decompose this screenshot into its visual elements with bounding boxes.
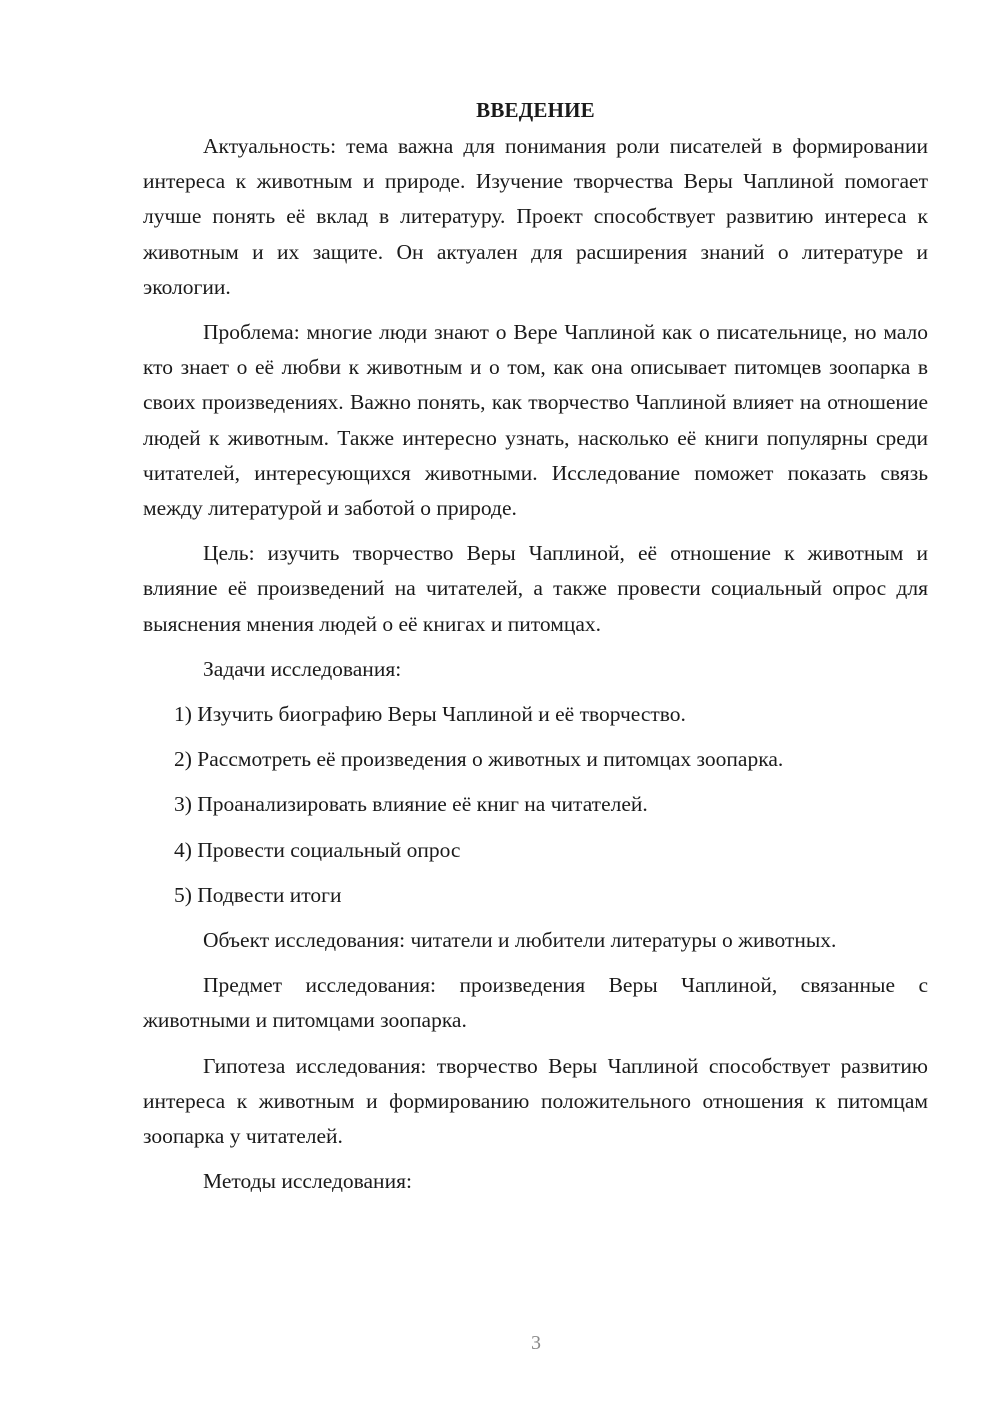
object-paragraph: Объект исследования: читатели и любители литературы о животных. — [203, 928, 837, 953]
task-item: 2) Рассмотреть её произведения о животных и питомцах зоопарка. — [174, 747, 784, 772]
task-item: 4) Провести социальный опрос — [174, 837, 461, 862]
problem-paragraph: Проблема: многие люди знают о Вере Чаплиной как о писательнице, но мало кто знает о её любви к животным и о том, как она описывает питомцев зоопарка в своих произведениях. Важно понять, как творчество Чаплиной влияет на отношение людей к животным. Также интересно узнать, насколько её книги популярны среди читателей, интересующихся животными. Исследование поможет показать связь между литературой и заботой о природе. — [143, 320, 928, 521]
document-page — [143, 93, 928, 1209]
page-number: 3 — [531, 1332, 541, 1354]
hypothesis-paragraph: Гипотеза исследования: творчество Веры Чаплиной способствует развитию интереса к животным и формированию положительного отношения к питомцам зоопарка у читателей. — [143, 1053, 928, 1149]
task-item: 5) Подвести итоги — [174, 882, 342, 907]
tasks-list — [143, 697, 928, 913]
methods-heading: Методы исследования: — [203, 1169, 412, 1194]
tasks-heading: Задачи исследования: — [203, 656, 402, 681]
task-item: 1) Изучить биографию Веры Чаплиной и её творчество. — [174, 702, 686, 727]
task-item: 3) Проанализировать влияние её книг на читателей. — [174, 792, 648, 817]
page-title: ВВЕДЕНИЕ — [476, 98, 595, 122]
subject-paragraph: Предмет исследования: произведения Веры Чаплиной, связанные с животными и питомцами зоопарка. — [143, 973, 928, 1033]
goal-paragraph: Цель: изучить творчество Веры Чаплиной, её отношение к животным и влияние её произведений на читателей, а также провести социальный опрос для выяснения мнения людей о её книгах и питомцах. — [143, 541, 928, 636]
relevance-paragraph: Актуальность: тема важна для понимания роли писателей в формировании интереса к животным и природе. Изучение творчества Веры Чаплиной помогает лучше понять её вклад в литературу. Проект способствует развитию интереса к животным и их защите. Он актуален для расширения знаний о литературе и экологии. — [143, 134, 928, 299]
